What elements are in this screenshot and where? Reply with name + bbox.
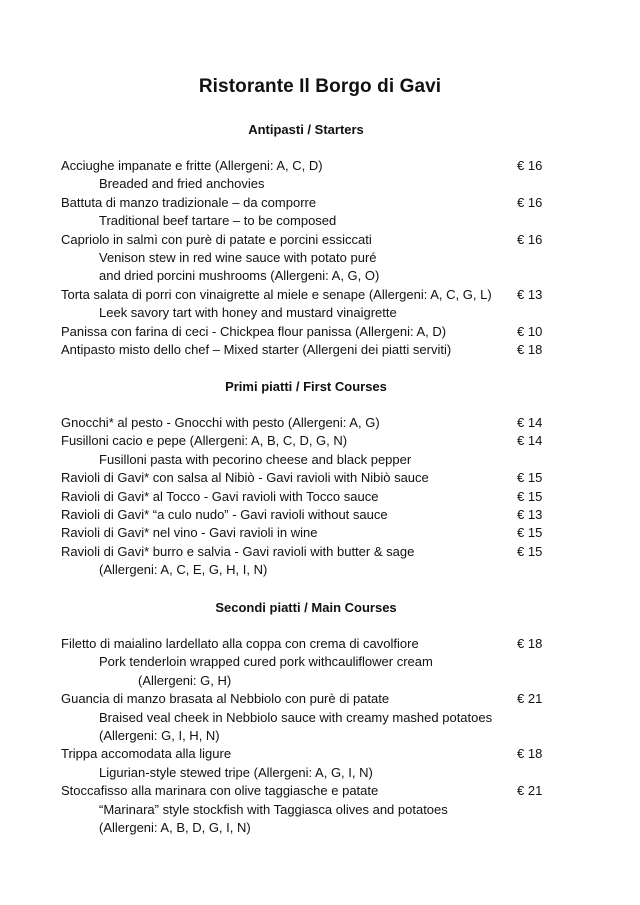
dish-description: Venison stew in red wine sauce with potato puré <box>99 250 377 265</box>
dish-description: Pork tenderloin wrapped cured pork withcauliflower cream <box>99 654 433 670</box>
dish-description: (Allergeni: G, H) <box>138 672 232 688</box>
section-heading: Antipasti / Starters <box>248 122 364 137</box>
dish-description: and dried porcini mushrooms (Allergeni: A, G, O) <box>99 268 380 284</box>
dish-name: Guancia di manzo brasata al Nebbiolo con purè di patate <box>61 691 390 707</box>
dish-name: Ravioli di Gavi* con salsa al Nibiò - Gavi ravioli with Nibiò sauce <box>61 470 429 486</box>
dish-price: € 14 <box>517 415 543 430</box>
dish-price: € 16 <box>517 158 543 173</box>
dish-name: Ravioli di Gavi* nel vino - Gavi ravioli in wine <box>61 525 318 541</box>
section-heading: Primi piatti / First Courses <box>225 379 387 394</box>
section-heading: Secondi piatti / Main Courses <box>215 600 397 615</box>
dish-price: € 18 <box>517 746 543 762</box>
dish-price: € 21 <box>517 783 543 799</box>
dish-name: Ravioli di Gavi* “a culo nudo” - Gavi ravioli without sauce <box>61 507 388 522</box>
dish-price: € 10 <box>517 323 543 339</box>
dish-description: (Allergeni: G, I, H, N) <box>99 728 220 743</box>
dish-description: Fusilloni pasta with pecorino cheese and black pepper <box>99 451 412 467</box>
dish-name: Acciughe impanate e fritte (Allergeni: A, C, D) <box>61 158 323 173</box>
dish-price: € 15 <box>517 543 543 559</box>
dish-name: Filetto di maialino lardellato alla coppa con crema di cavolfiore <box>61 636 419 651</box>
dish-price: € 18 <box>517 342 543 357</box>
dish-description: (Allergeni: A, C, E, G, H, I, N) <box>99 562 268 578</box>
dish-price: € 14 <box>517 433 543 449</box>
dish-description: Ligurian-style stewed tripe (Allergeni: A, G, I, N) <box>99 764 373 780</box>
dish-price: € 16 <box>517 194 543 210</box>
dish-description: Leek savory tart with honey and mustard vinaigrette <box>99 305 397 321</box>
dish-price: € 13 <box>517 286 543 302</box>
dish-name: Stoccafisso alla marinara con olive taggiasche e patate <box>61 783 379 799</box>
dish-price: € 13 <box>517 507 543 522</box>
restaurant-title: Ristorante Il Borgo di Gavi <box>198 76 442 97</box>
dish-name: Antipasto misto dello chef – Mixed starter (Allergeni dei piatti serviti) <box>61 342 452 357</box>
dish-name: Panissa con farina di ceci - Chickpea flour panissa (Allergeni: A, D) <box>61 323 447 339</box>
dish-description: Braised veal cheek in Nebbiolo sauce with creamy mashed potatoes <box>99 709 493 725</box>
dish-name: Trippa accomodata alla ligure <box>61 746 232 762</box>
dish-name: Fusilloni cacio e pepe (Allergeni: A, B, C, D, G, N) <box>61 433 348 449</box>
dish-name: Capriolo in salmì con purè di patate e porcini essiccati <box>61 231 372 247</box>
dish-price: € 18 <box>517 636 543 651</box>
dish-price: € 16 <box>517 231 543 247</box>
dish-price: € 15 <box>517 470 543 486</box>
dish-description: “Marinara” style stockfish with Taggiasca olives and potatoes <box>99 801 448 817</box>
dish-description: Traditional beef tartare – to be composed <box>99 213 337 229</box>
dish-name: Ravioli di Gavi* al Tocco - Gavi ravioli with Tocco sauce <box>61 488 379 504</box>
dish-name: Torta salata di porri con vinaigrette al miele e senape (Allergeni: A, C, G, L) <box>61 286 492 302</box>
dish-price: € 15 <box>517 525 543 541</box>
dish-price: € 21 <box>517 691 543 707</box>
dish-description: (Allergeni: A, B, D, G, I, N) <box>99 820 251 835</box>
dish-description: Breaded and fried anchovies <box>99 176 265 192</box>
dish-name: Gnocchi* al pesto - Gnocchi with pesto (Allergeni: A, G) <box>61 415 380 430</box>
dish-name: Ravioli di Gavi* burro e salvia - Gavi ravioli with butter & sage <box>61 543 415 559</box>
dish-price: € 15 <box>517 488 543 504</box>
dish-name: Battuta di manzo tradizionale – da comporre <box>61 194 317 210</box>
